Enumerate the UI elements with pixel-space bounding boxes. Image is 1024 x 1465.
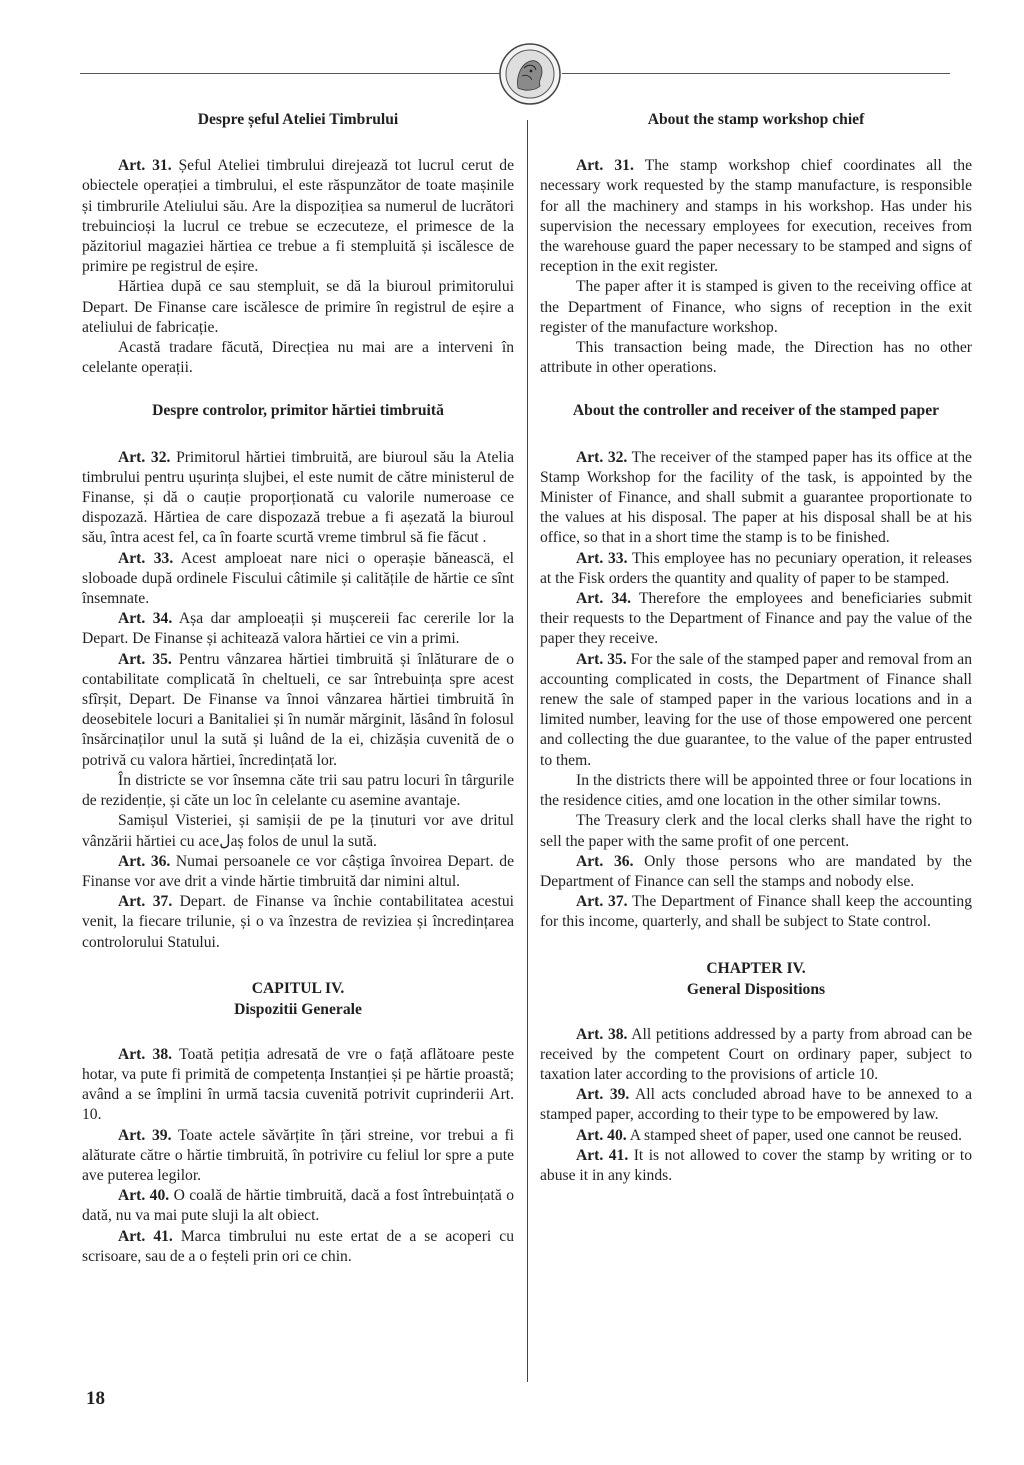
article-text: Toată petiția adresată de vre o față aflătoare peste hotar, va pute fi primită de competența Instanției și pe hărtie proastă; având a se împlini în urmă tacsia cuvenită potrivit cuprinderii Art. 10.	[82, 1045, 515, 1124]
article-text: It is not allowed to cover the stamp by writing or to abuse it in any kinds.	[540, 1146, 972, 1184]
chapter-subtitle: General Dispositions	[686, 980, 826, 998]
article-number: Art. 39.	[576, 1086, 630, 1104]
english-column	[540, 110, 972, 1186]
article-text: Samișul Visteriei, și samișii de pe la ținuturi vor ave dritul vânzării hărtiei cu aceلaș folos de unul la sută.	[82, 812, 514, 850]
article-text: The receiver of the stamped paper has its office at the Stamp Workshop for the facility of the task, is appointed by the Minister of Finance, and shall submit a guarantee proportionate to the values at his disposal. The paper at his disposal shall be at his office, so that in a short time the stamp is to be finished.	[540, 448, 972, 547]
article-text: Toate actele săvărțite în țări streine, vor trebui a fi alăturate către o hărtie timbruită, în potrivire cu feliul lor spre a pute ave puterea legilor.	[82, 1126, 514, 1184]
article-paragraph	[540, 650, 972, 771]
section-title: Despre controlor, primitor hărtiei timbruită	[152, 402, 444, 420]
article-number: Art. 38.	[118, 1045, 173, 1063]
article-text: Așa dar amploeații și mușcereii fac cererile lor la Depart. De Finanse și achitează valora hărtiei ce vin a primi.	[82, 610, 514, 648]
header-rule-right	[562, 73, 950, 74]
section-title: About the controller and receiver of the stamped paper	[572, 402, 940, 420]
article-paragraph	[82, 549, 514, 610]
article-text: Acest amploeat nare nici o operașie băneascä, el sloboade după ordinele Fiscului câtimile și calitățile de hărtie ce sînt însemnate.	[82, 549, 514, 608]
article-paragraph	[82, 609, 514, 649]
romanian-column	[82, 110, 514, 1267]
article-text: Acastă tradare făcută, Direcțiea nu mai are a interveni în celelante operații.	[82, 339, 514, 377]
article-paragraph	[540, 892, 972, 932]
article-paragraph	[82, 338, 514, 378]
article-number: Art. 36.	[576, 852, 634, 870]
article-paragraph	[540, 811, 972, 851]
article-paragraph	[540, 277, 972, 338]
article-number: Art. 33.	[576, 549, 628, 567]
article-number: Art. 37.	[576, 893, 628, 911]
article-paragraph	[82, 1227, 514, 1267]
article-text: Marca timbrului nu este ertat de a se acoperi cu scrisoare, sau de a o feșteli prin ori ce chin.	[82, 1227, 514, 1265]
article-paragraph	[82, 650, 514, 771]
article-number: Art. 41.	[576, 1146, 629, 1164]
article-text: This transaction being made, the Direction has no other attribute in other operations.	[540, 339, 972, 377]
article-paragraph	[540, 1146, 972, 1186]
article-text: For the sale of the stamped paper and removal from an accounting complicated in costs, the Department of Finance shall renew the sale of stamped paper in the various locations and in a limited number, leaving for the use of those empowered one percent and collecting the due guarantee, to the value of the paper entrusted to them.	[540, 650, 972, 769]
article-number: Art. 33.	[118, 549, 174, 567]
article-number: Art. 35.	[118, 650, 172, 668]
article-paragraph	[540, 156, 972, 277]
article-paragraph	[82, 852, 514, 892]
article-text: În districte se vor însemna căte trii sau patru locuri în târgurile de rezidenție, și căte un loc în celelante cu asemine avantaje.	[82, 771, 514, 810]
section-title: About the stamp workshop chief	[647, 111, 865, 128]
article-text: Depart. de Finanse va închie contabilitatea acestui venit, la fiecare trilunie, și o va înzestra de reviziea și încredințarea controlorului Statului.	[82, 893, 514, 951]
article-text: Hărtiea după ce sau stempluit, se dă la biuroul primitorului Depart. De Finanse care iscălesce de primire în registrul de eșire a ateliului de fabricație.	[82, 278, 514, 336]
page-number: 18	[86, 1388, 105, 1409]
seal-icon	[498, 42, 562, 106]
article-text: The paper after it is stamped is given to the receiving office at the Department of Finance, who signs of reception in the exit register of the manufacture workshop.	[540, 278, 972, 336]
article-number: Art. 36.	[118, 852, 171, 870]
article-text: The Treasury clerk and the local clerks shall have the right to sell the paper with the same profit of one percent.	[540, 812, 972, 850]
chapter-heading	[540, 958, 972, 1000]
article-number: Art. 31.	[576, 157, 634, 175]
article-number: Art. 34.	[576, 590, 632, 608]
article-text: Numai persoanele ce vor câștiga învoirea Depart. de Finanse vor ave drit a vinde hărtie timbruită dar nimini altul.	[82, 852, 514, 890]
article-text: O coală de hărtie timbruită, dacă a fost întrebuințată o dată, nu va mai pute sluji la alt obiect.	[82, 1187, 514, 1225]
article-paragraph	[540, 448, 972, 549]
article-paragraph	[82, 1126, 514, 1187]
article-paragraph	[82, 892, 514, 953]
article-number: Art. 40.	[118, 1187, 170, 1205]
article-text: The stamp workshop chief coordinates all the necessary work requested by the stamp manufacture, is responsible for all the machinery and stamps in his workshop. Has under his supervision the necessary employees for execution, receives from the warehouse guard the paper necessary to be stamped and signs of reception in the exit register.	[540, 157, 972, 276]
article-paragraph	[540, 771, 972, 811]
article-paragraph	[82, 448, 514, 549]
article-text: Therefore the employees and beneficiaries submit their requests to the Department of Finance and pay the value of the paper they receive.	[540, 590, 972, 648]
article-paragraph	[82, 277, 514, 338]
article-number: Art. 41.	[118, 1227, 173, 1245]
article-text: A stamped sheet of paper, used one cannot be reused.	[626, 1126, 963, 1144]
article-number: Art. 32.	[576, 448, 628, 466]
article-text: In the districts there will be appointed three or four locations in the residence cities, amd one location in the other similar towns.	[540, 771, 972, 810]
article-paragraph	[82, 811, 514, 851]
article-text: Only those persons who are mandated by the Department of Finance can sell the stamps and nobody else.	[540, 852, 972, 890]
article-text: All acts concluded abroad have to be annexed to a stamped paper, according to their type to be empowered by law.	[540, 1086, 972, 1124]
article-paragraph	[540, 589, 972, 650]
article-number: Art. 38.	[576, 1025, 628, 1043]
article-paragraph	[540, 1025, 972, 1086]
chapter-title: CAPITUL IV.	[251, 979, 345, 997]
chapter-heading	[82, 978, 514, 1020]
article-paragraph	[540, 1085, 972, 1125]
article-paragraph	[82, 156, 514, 277]
article-paragraph	[82, 1045, 514, 1126]
chapter-title: CHAPTER IV.	[706, 959, 806, 977]
article-text: All petitions addressed by a party from abroad can be received by the competent Court on ordinary paper, subject to taxation later according to the provisions of article 10.	[540, 1025, 972, 1083]
article-text: The Department of Finance shall keep the accounting for this income, quarterly, and shall be subject to State control.	[540, 893, 972, 931]
article-text: Pentru vânzarea hărtiei timbruită și înlăturare de o contabilitate complicată în cheltueli, ce sar întrebuința spre acest sfîrșit, Depart. De Finanse va înnoi vânzarea hărtiei timbruită în deosebitele locuri a Banitaliei și în număr mărginit, lăsând în folosul însărcinaților unul la sută și luând de la ei, chizășia cuvenită de o potrivă cu valora hărtiei, încredințată lor.	[82, 650, 514, 769]
header-rule-left	[80, 73, 500, 74]
chapter-subtitle: Dispozitii Generale	[234, 1000, 362, 1018]
article-text: This employee has no pecuniary operation, it releases at the Fisk orders the quantity and quality of paper to be stamped.	[540, 549, 972, 587]
section-title: Despre șeful Ateliei Timbrului	[197, 111, 399, 128]
column-divider	[527, 120, 528, 1382]
article-number: Art. 37.	[118, 893, 173, 911]
article-paragraph	[540, 1126, 972, 1146]
article-paragraph	[540, 852, 972, 892]
article-paragraph	[540, 549, 972, 589]
article-number: Art. 35.	[576, 650, 627, 668]
article-number: Art. 40.	[576, 1126, 627, 1144]
article-paragraph	[540, 338, 972, 378]
article-text: Șeful Ateliei timbrului direjează tot lucrul cerut de obiectele operației a timbrului, el este răspunzător de toate mașinile și timbrurile Ateliului său. Are la dispozițiea sa numerul de lucrători trebuincioși la lucrul ce trebue se eczecuteze, el primesce de la păzitoriul magaziei hărtiea ce trebue a fi stempluită și iscălesce de primire pe registrul de eșire.	[82, 157, 514, 276]
article-number: Art. 31.	[118, 157, 172, 175]
article-number: Art. 34.	[118, 610, 173, 628]
article-text: Primitorul hărtiei timbruită, are biuroul său la Atelia timbrului pentru ușurința slujbei, el este numit de către ministerul de Finanse, și dă o cauție proporționată cu valorile numeroase ce dispozază. Hărtiea de care dispozază trebue a fi așezată la biuroul său, întra acest fel, ca în foarte scurtă vreme timbrul să fie făcut .	[82, 448, 514, 547]
article-number: Art. 39.	[118, 1126, 172, 1144]
article-paragraph	[82, 771, 514, 811]
article-number: Art. 32.	[118, 448, 171, 466]
article-paragraph	[82, 1186, 514, 1226]
